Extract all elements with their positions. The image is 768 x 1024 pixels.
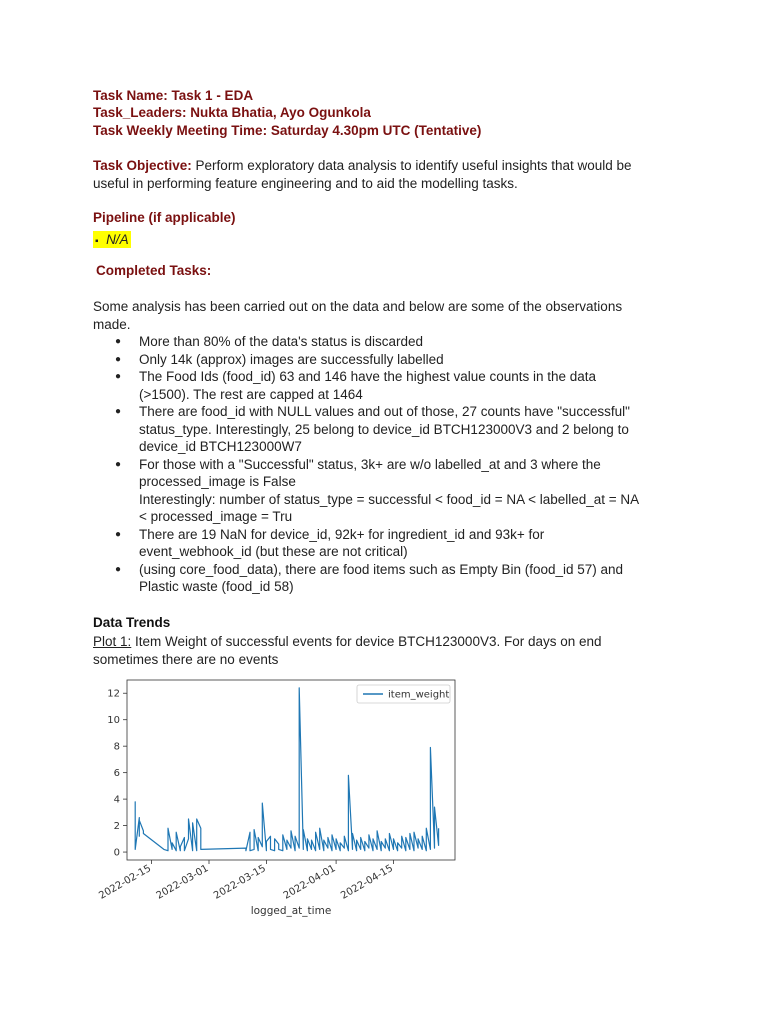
- observation-text: There are food_id with NULL values and out of those, 27 counts have "successful": [139, 404, 630, 419]
- pipeline-item-text: N/A: [106, 232, 129, 247]
- observation-text: processed_image is False: [139, 474, 296, 489]
- plot-caption: [93, 633, 673, 668]
- objective-label: Task Objective:: [93, 158, 192, 173]
- completed-heading: Completed Tasks:: [96, 263, 212, 278]
- plot-desc-line1: Item Weight of successful events for device BTCH123000V3. For days on end: [131, 634, 602, 649]
- observation-item: [93, 368, 673, 403]
- observations-list: [93, 333, 673, 596]
- completed-intro: [93, 298, 673, 333]
- bullet-dot-icon: ●: [115, 371, 122, 382]
- observation-item: [93, 403, 673, 456]
- task-name: Task Name: Task 1 - EDA: [93, 88, 254, 103]
- bullet-dot-icon: ●: [115, 336, 122, 347]
- observation-item: [93, 333, 673, 351]
- observation-text: Interestingly: number of status_type = successful < food_id = NA < labelled_at = NA: [139, 491, 640, 507]
- pipeline-heading: Pipeline (if applicable): [93, 210, 236, 225]
- observation-text: More than 80% of the data's status is discarded: [139, 334, 423, 349]
- observation-text: The Food Ids (food_id) 63 and 146 have the highest value counts in the data: [139, 369, 597, 384]
- observation-text: For those with a "Successful" status, 3k+ are w/o labelled_at and 3 where the: [139, 456, 601, 472]
- data-trends-heading: Data Trends: [93, 615, 171, 630]
- pipeline-item-highlight: [93, 231, 131, 248]
- observation-text: event_webhook_id (but these are not critical): [139, 544, 408, 559]
- meeting-time: Task Weekly Meeting Time: Saturday 4.30pm UTC (Tentative): [93, 123, 482, 138]
- observation-item: [93, 456, 673, 526]
- observation-text: Only 14k (approx) images are successfully labelled: [139, 351, 444, 367]
- bullet-dot-icon: ●: [115, 458, 122, 470]
- observation-text: Plastic waste (food_id 58): [139, 579, 294, 594]
- bullet-dot-icon: ●: [115, 563, 122, 575]
- plot-label: Plot 1:: [93, 634, 132, 649]
- observation-text: (>1500). The rest are capped at 1464: [139, 386, 363, 402]
- observation-item: [93, 351, 673, 369]
- x-tick-label: 2022-03-15: [212, 863, 268, 902]
- legend-label: item_weight: [388, 689, 450, 701]
- observation-item: [93, 561, 673, 596]
- observation-text: status_type. Interestingly, 25 belong to device_id BTCH123000V3 and 2 belong to: [139, 421, 629, 437]
- y-tick-label: 10: [107, 715, 120, 727]
- x-axis-label: logged_at_time: [250, 905, 332, 917]
- objective-text-line2: useful in performing feature engineering and to aid the modelling tasks.: [93, 175, 518, 191]
- bullet-dot-icon: ●: [115, 406, 122, 417]
- observation-item: [93, 526, 673, 561]
- y-tick-label: 6: [113, 768, 120, 780]
- square-bullet-icon: ▪: [95, 236, 99, 247]
- pipeline-item: [93, 231, 131, 251]
- observation-text: (using core_food_data), there are food items such as Empty Bin (food_id 57) and: [139, 561, 624, 577]
- item-weight-chart: [93, 676, 473, 926]
- y-tick-label: 12: [107, 688, 120, 700]
- objective-text-line1: Perform exploratory data analysis to identify useful insights that would be: [191, 158, 632, 173]
- task-objective: [93, 157, 673, 192]
- task-leaders: Task_Leaders: Nukta Bhatia, Ayo Ogunkola: [93, 105, 371, 120]
- observation-text: There are 19 NaN for device_id, 92k+ for ingredient_id and 93k+ for: [139, 526, 545, 542]
- y-tick-label: 4: [113, 794, 120, 806]
- bullet-dot-icon: ●: [115, 528, 122, 540]
- y-tick-label: 8: [113, 741, 120, 753]
- observation-text: < processed_image = Tru: [139, 509, 293, 524]
- x-tick-label: 2022-04-15: [339, 863, 395, 902]
- observation-text: device_id BTCH123000W7: [139, 439, 302, 454]
- x-tick-label: 2022-03-01: [154, 863, 211, 902]
- plot-desc-line2: sometimes there are no events: [93, 651, 279, 667]
- x-tick-label: 2022-02-15: [97, 863, 154, 902]
- y-tick-label: 0: [113, 847, 120, 859]
- completed-intro-line2: made.: [93, 316, 131, 332]
- y-tick-label: 2: [113, 821, 120, 833]
- completed-intro-line1: Some analysis has been carried out on the data and below are some of the observations: [93, 299, 623, 314]
- bullet-dot-icon: ●: [115, 353, 122, 365]
- x-tick-label: 2022-04-01: [281, 863, 338, 902]
